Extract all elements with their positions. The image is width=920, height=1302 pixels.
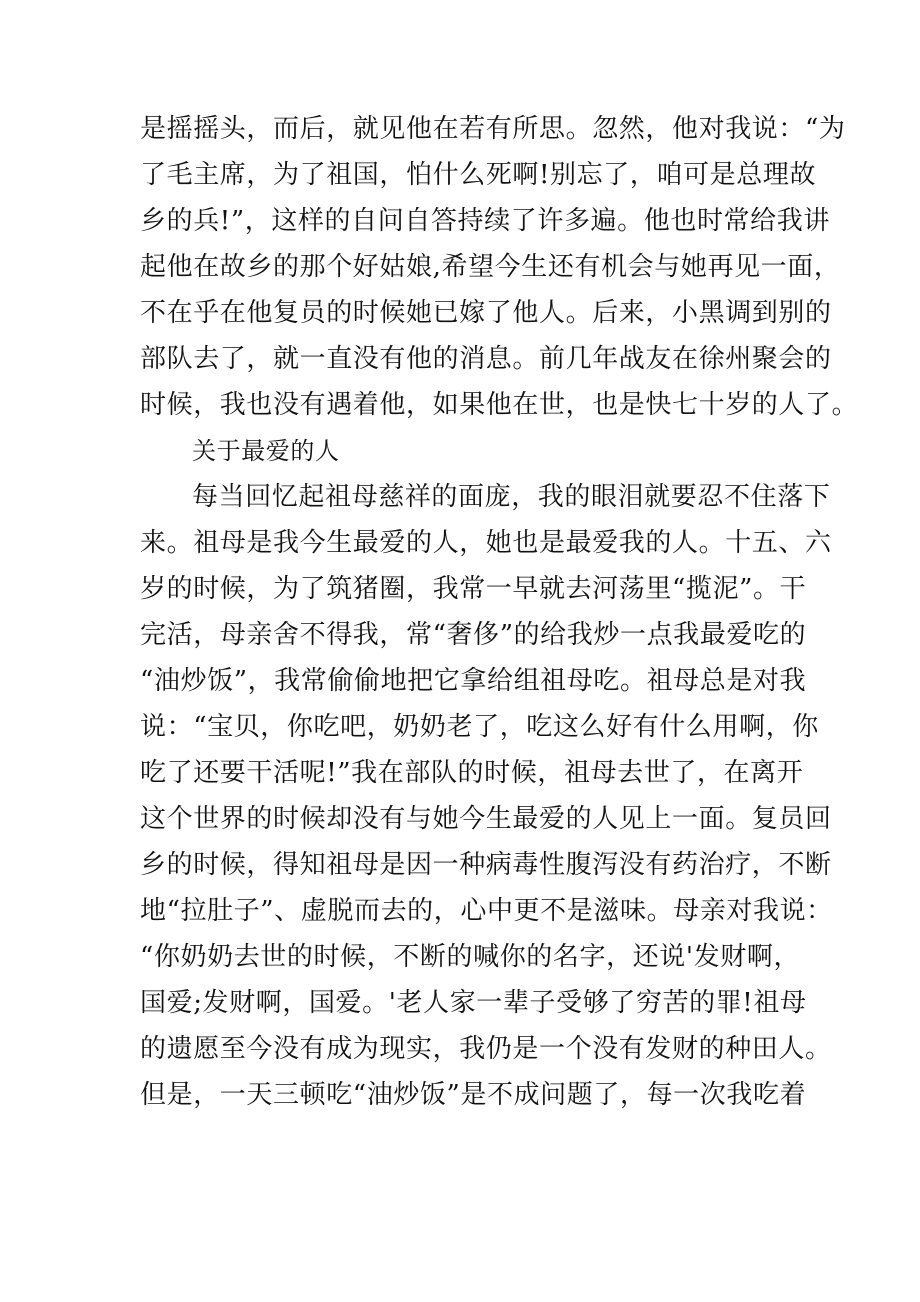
text-line: 了毛主席，为了祖国，怕什么死啊!别忘了，咱可是总理故 [140, 160, 817, 190]
text-line: 说：“宝贝，你吃吧，奶奶老了，吃这么好有什么用啊，你 [140, 712, 819, 742]
text-line: 时候，我也没有遇着他，如果他在世，也是快七十岁的人了。 [140, 390, 859, 420]
text-line: 来。祖母是我今生最爱的人，她也是最爱我的人。十五、六 [140, 528, 832, 558]
text-line: 的遗愿至今没有成为现实，我仍是一个没有发财的种田人。 [140, 1034, 832, 1064]
text-line: 地“拉肚子”、虚脱而去的，心中更不是滋味。母亲对我说： [140, 896, 833, 926]
text-line: “你奶奶去世的时候，不断的喊你的名字，还说'发财啊， [140, 942, 801, 972]
text-line: 不在乎在他复员的时候她已嫁了他人。后来，小黑调到别的 [140, 298, 832, 328]
text-line: 这个世界的时候却没有与她今生最爱的人见上一面。复员回 [140, 804, 832, 834]
text-line: “油炒饭”，我常偷偷地把它拿给组祖母吃。祖母总是对我 [140, 666, 807, 696]
text-line: 每当回忆起祖母慈祥的面庞，我的眼泪就要忍不住落下 [192, 482, 831, 512]
document-text [140, 106, 859, 1118]
text-line: 国爱;发财啊，国爱。'老人家一辈子受够了穷苦的罪!祖母 [140, 988, 807, 1018]
section-title: 关于最爱的人 [192, 437, 340, 465]
text-line: 部队去了，就一直没有他的消息。前几年战友在徐州聚会的 [140, 344, 832, 374]
text-line: 是摇摇头，而后，就见他在若有所思。忽然，他对我说：“为 [140, 114, 846, 144]
text-line: 岁的时候，为了筑猪圈，我常一早就去河荡里“揽泥”。干 [140, 574, 807, 604]
text-line: 但是，一天三顿吃“油炒饭”是不成问题了，每一次我吃着 [140, 1080, 807, 1110]
text-line: 吃了还要干活呢!”我在部队的时候，祖母去世了，在离开 [140, 758, 804, 788]
text-line: 起他在故乡的那个好姑娘,希望今生还有机会与她再见一面， [140, 252, 841, 282]
text-line: 乡的兵!”，这样的自问自答持续了许多遍。他也时常给我讲 [140, 206, 830, 236]
text-line: 完活，母亲舍不得我，常“奢侈”的给我炒一点我最爱吃的 [140, 620, 807, 650]
text-line: 乡的时候，得知祖母是因一种病毒性腹泻没有药治疗，不断 [140, 850, 832, 880]
